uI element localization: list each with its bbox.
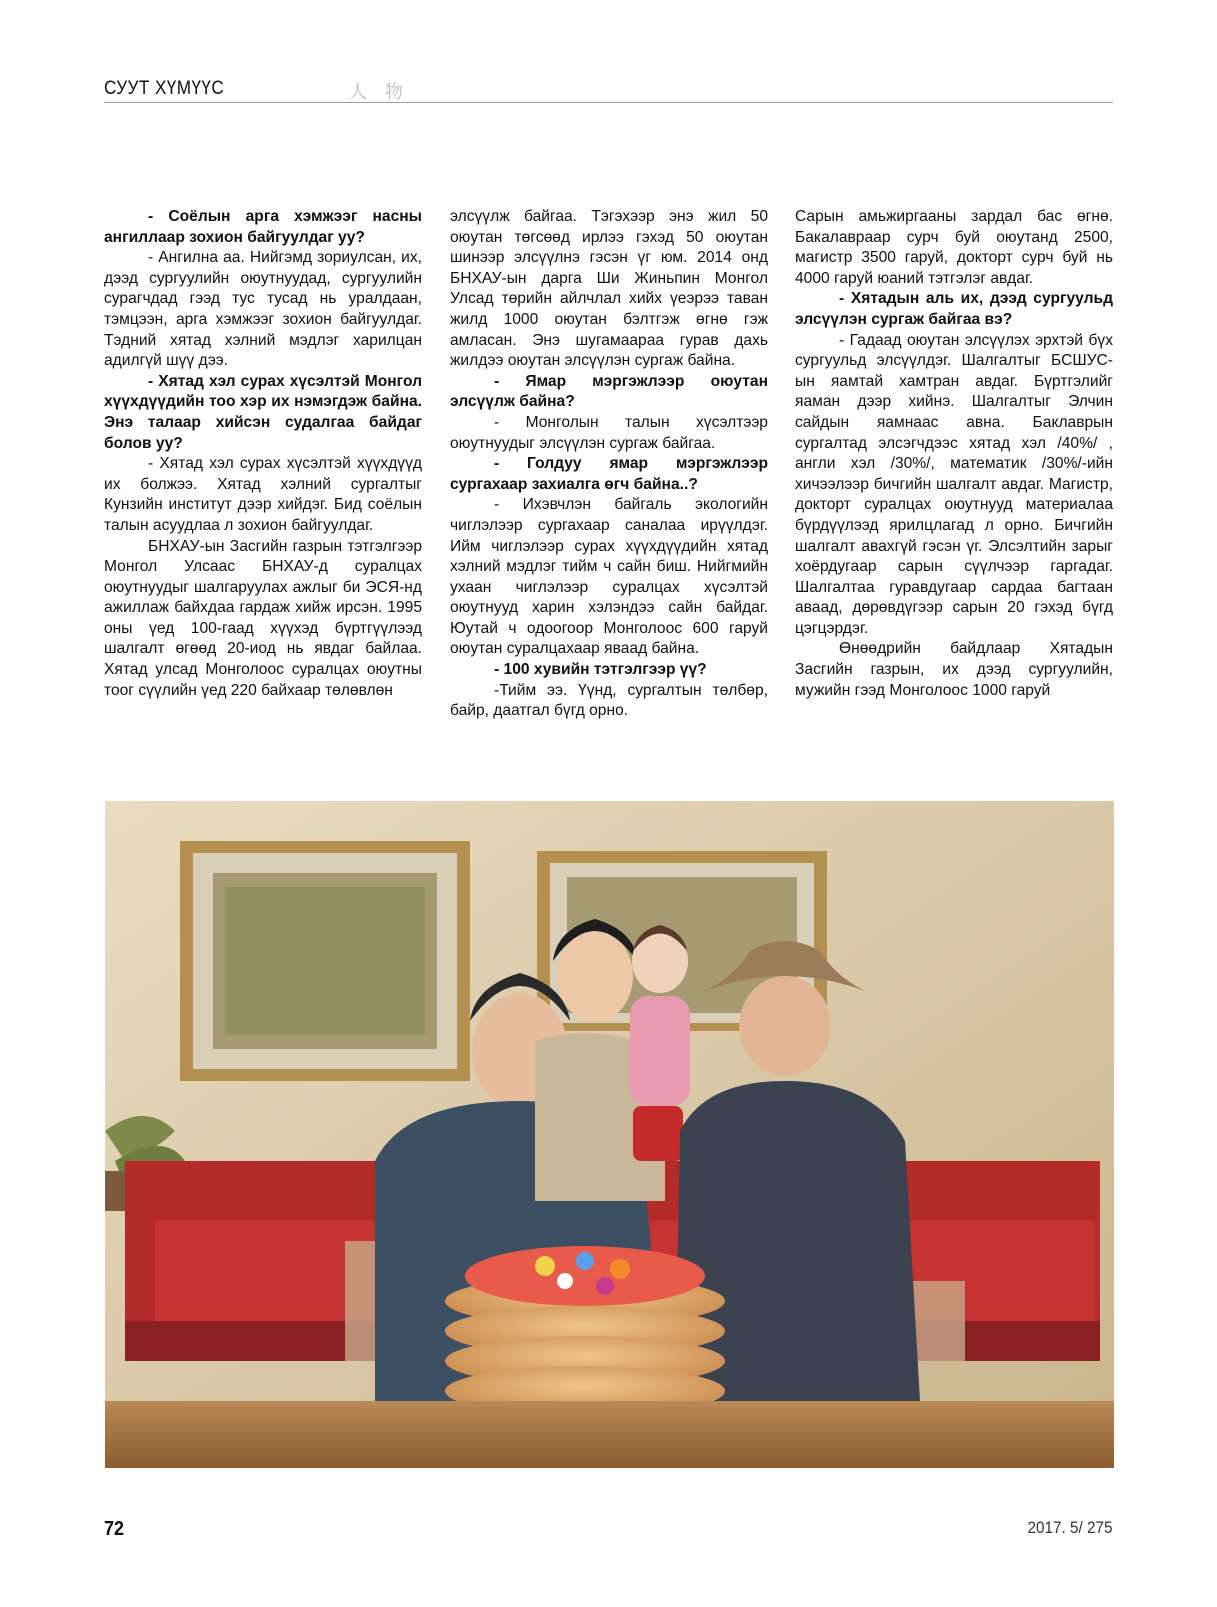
interview-paragraph: Өнөөдрийн байдлаар Хятадын Засгийн газрын, их дээд сургуулийн, мужийн гээд Монголоос 1000 гаруй bbox=[795, 640, 1113, 699]
interview-question: - Хятадын аль их, дээд сургуульд элсүүлэн сургаж байгаа вэ? bbox=[795, 290, 1113, 328]
interview-paragraph: - Гадаад оюутан элсүүлэх эрхтэй бүх сургуульд элсүүлдэг. Шалгалтыг БСШУС-ын яамтай хамтран авдаг. Бүртгэлийг яаман дээр хийнэ. Шалгалтыг Элчин сайдын яамнаас авна. Баклаврын сургалтад элсэгчдээс хятад хэл /40%/ , англи хэл /30%/, математик /30%/-ийн хичээлээр бичгийн шалгалт авдаг. Магистр, докторт суралцах оюутнууд материалаа бүрдүүлээд ярилцлагад л орно. Бичгийн шалгалт авахгүй гэсэн үг. Элсэлтийн зарыг хоёрдугаар сарын сүүлчээр гаргадаг. Шалгалтаа гуравдугаар сардаа багтаан аваад, дөрөвдүгээр сарын 20 гэхэд бүгд цэгцэрдэг. bbox=[795, 331, 1113, 637]
section-title-cjk: 人物 bbox=[349, 82, 421, 103]
interview-paragraph: - Монголын талын хүсэлтээр оюутнуудыг элсүүлэн сургаж байгаа. bbox=[450, 413, 768, 452]
section-title: СУУТ ХҮМҮҮС bbox=[104, 78, 225, 99]
interview-paragraph: - Ихэвчлэн байгаль экологийн чиглэлээр сургахаар саналаа ирүүлдэг. Ийм чиглэлээр сурах хүүхдүүдийн хятад хэлний мэдлэг тийм ч сайн биш. Нийгмийн ухаан чиглэлээр суралцах хүсэлтэй оюутнууд харин хэлэндээ сайн байдаг. Юутай ч одоогоор Монголоос 600 гаруй оюутан суралцахаар яваад байна. bbox=[450, 496, 768, 658]
text-column-2 bbox=[450, 207, 768, 722]
interview-question: - Хятад хэл сурах хүсэлтэй Монгол хүүхдүүдийн тоо хэр их нэмэгдэж байна. Энэ талаар хийсэн судалгаа байдаг болов уу? bbox=[104, 372, 422, 452]
page-number: 72 bbox=[104, 1518, 125, 1540]
interview-paragraph: -Тийм ээ. Үүнд, сургалтын төлбөр, байр, даатгал бүгд орно. bbox=[450, 681, 768, 720]
text-column-3 bbox=[795, 207, 1113, 701]
interview-paragraph: БНХАУ-ын Засгийн газрын тэтгэлгээр Монгол Улсаас БНХАУ-д суралцах оюутнуудыг шалгаруулах ажлыг би ЭСЯ-нд ажиллаж байхдаа гардаж хийж ирсэн. 1995 оны үед 100-гаад хүүхэд бүртгүүлээд шалгалт өгөөд 20-иод нь явдаг байлаа. Хятад улсад Монголоос суралцах оюутны тоог сүүлийн үед 220 байхаар төлөвлөн bbox=[104, 537, 422, 699]
interview-paragraph: - Ангилна аа. Нийгэмд зориулсан, их, дээд сургуулийн оюутнуудад, сургуулийн сурагчдад гээд тус тусад нь уралдаан, тэмцээн, арга хэмжээг зохион байгуулдаг. Тэдний хятад хэлний мэдлэг харилцан адилгүй шүү дээ. bbox=[104, 249, 422, 370]
text-column-1 bbox=[104, 207, 422, 701]
running-header bbox=[104, 74, 1113, 103]
interview-paragraph: Сарын амьжиргааны зардал бас өгнө. Бакалавраар сурч буй оюутанд 2500, магистр 3500 гаруй, докторт сурч буй нь 4000 гаруй юаний тэтгэлэг авдаг. bbox=[795, 208, 1113, 287]
interview-question: - Голдуу ямар мэргэжлээр сургахаар захиалга өгч байна..? bbox=[450, 455, 768, 493]
interview-question: - 100 хувийн тэтгэлгээр үү? bbox=[494, 661, 707, 679]
interview-question: - Соёлын арга хэмжээг насны ангиллаар зохион байгуулдаг уу? bbox=[104, 208, 422, 246]
issue-number: 2017. 5/ 275 bbox=[1027, 1518, 1113, 1537]
interview-question: - Ямар мэргэжлээр оюутан элсүүлж байна? bbox=[450, 372, 768, 411]
interview-paragraph: элсүүлж байгаа. Тэгэхээр энэ жил 50 оюутан төгсөөд ирлээ гэхэд 50 оюутан шинээр элсүүлнэ гэсэн үг юм. 2014 онд БНХАУ-ын дарга Ши Жиньпин Монгол Улсад төрийн айлчлал хийх үеэрээ таван жилд 1000 оюутан бэлтгэж өгнө гэж амласан. Энэ шугамаараа гурав дахь жилдээ оюутан элсүүлэн сургаж байна. bbox=[450, 208, 768, 370]
family-photo bbox=[105, 801, 1114, 1468]
interview-paragraph: - Хятад хэл сурах хүсэлтэй хүүхдүүд их болжээ. Хятад хэлний сургалтыг Кунзийн институт дээр хийдэг. Бид соёлын талын асуудлаа л зохион байгуулдаг. bbox=[104, 455, 422, 534]
